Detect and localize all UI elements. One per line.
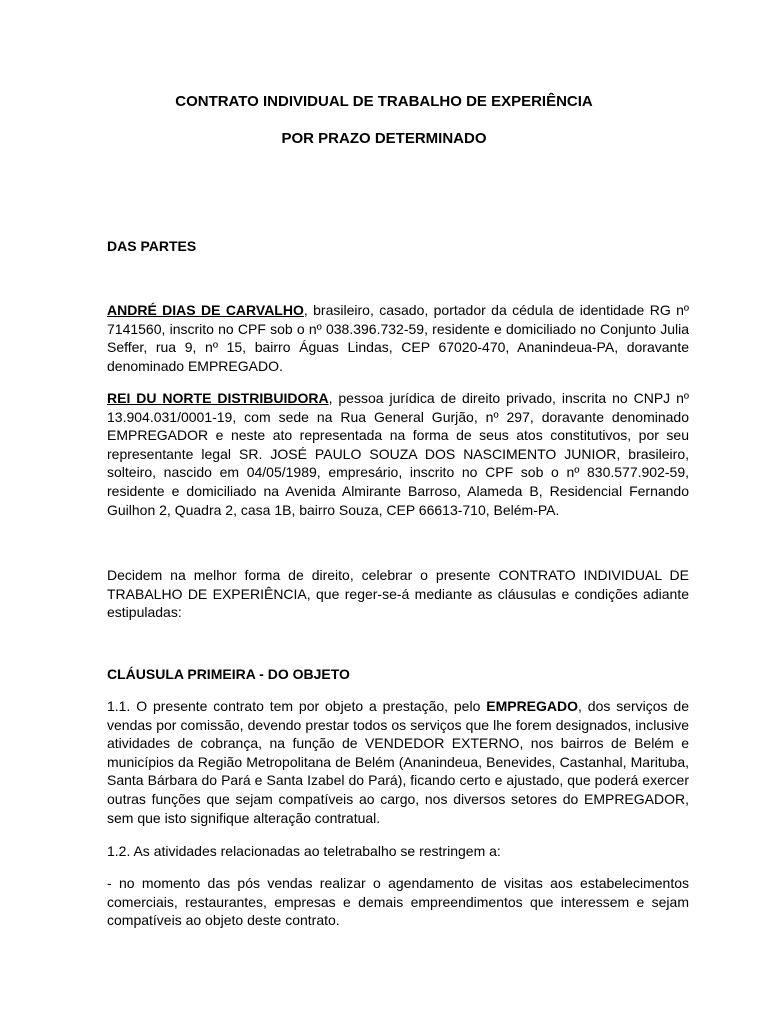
clause-item-1-1-after: , dos serviços de vendas por comissão, devendo prestar todos os serviços que lhe forem designados, inclusive atividades de cobrança, na função de VENDEDOR EXTERNO, nos bairros de Belém e municípios da Região Metropolitana de Belém (Ananindeua, Benevides, Castanhal, Marituba, Santa Bárbara do Pará e Santa Izabel do Pará), ficando certo e ajustado, que poderá exercer outras funções que sejam compatíveis ao cargo, nos diversos setores do EMPREGADOR, sem que isto signifique alteração contratual. xyxy=(107,698,689,826)
party-employer-paragraph xyxy=(107,389,689,519)
clause-one-heading: CLÁUSULA PRIMEIRA - DO OBJETO xyxy=(107,666,350,682)
party-employee-text: , brasileiro, casado, portador da cédula de identidade RG nº 7141560, inscrito no CPF sob o nº 038.396.732-59, residente e domiciliado no Conjunto Julia Seffer, rua 9, nº 15, bairro Águas Lindas, CEP 67020-470, Ananindeua-PA, doravante denominado EMPREGADO. xyxy=(107,302,689,374)
party-employee-name: ANDRÉ DIAS DE CARVALHO xyxy=(107,302,304,318)
party-employer-text: , pessoa jurídica de direito privado, inscrita no CNPJ nº 13.904.031/0001-19, com sede na Rua General Gurjão, nº 297, doravante denominado EMPREGADOR e neste ato representada na forma de seus atos constitutivos, por seu representante legal SR. JOSÉ PAULO SOUZA DOS NASCIMENTO JUNIOR, brasileiro, solteiro, nascido em 04/05/1989, empresário, inscrito no CPF sob o nº 830.577.902-59, residente e domiciliado na Avenida Almirante Barroso, Alameda B, Residencial Fernando Guilhon 2, Quadra 2, casa 1B, bairro Souza, CEP 66613-710, Belém-PA. xyxy=(107,390,689,518)
party-employer-name: REI DU NORTE DISTRIBUIDORA xyxy=(107,390,329,406)
party-employee-paragraph xyxy=(107,301,689,375)
agreement-paragraph: Decidem na melhor forma de direito, celebrar o presente CONTRATO INDIVIDUAL DE TRABALHO DE EXPERIÊNCIA, que reger-se-á mediante as cláusulas e condições adiante estipuladas: xyxy=(107,567,689,621)
clause-item-1-1 xyxy=(107,697,689,827)
clause-item-1-1-before: 1.1. O presente contrato tem por objeto a prestação, pelo xyxy=(107,698,487,714)
document-title: CONTRATO INDIVIDUAL DE TRABALHO DE EXPERIÊNCIA xyxy=(175,93,593,110)
document-subtitle: POR PRAZO DETERMINADO xyxy=(281,130,487,147)
clause-bullet-item: - no momento das pós vendas realizar o agendamento de visitas aos estabelecimentos comerciais, restaurantes, empresas e demais empreendimentos que interessem e sejam compatíveis ao objeto deste contrato. xyxy=(107,875,689,929)
clause-item-1-2: 1.2. As atividades relacionadas ao teletrabalho se restringem a: xyxy=(107,843,501,859)
section-heading-partes: DAS PARTES xyxy=(107,238,197,254)
clause-item-1-1-bold: EMPREGADO xyxy=(486,698,579,714)
